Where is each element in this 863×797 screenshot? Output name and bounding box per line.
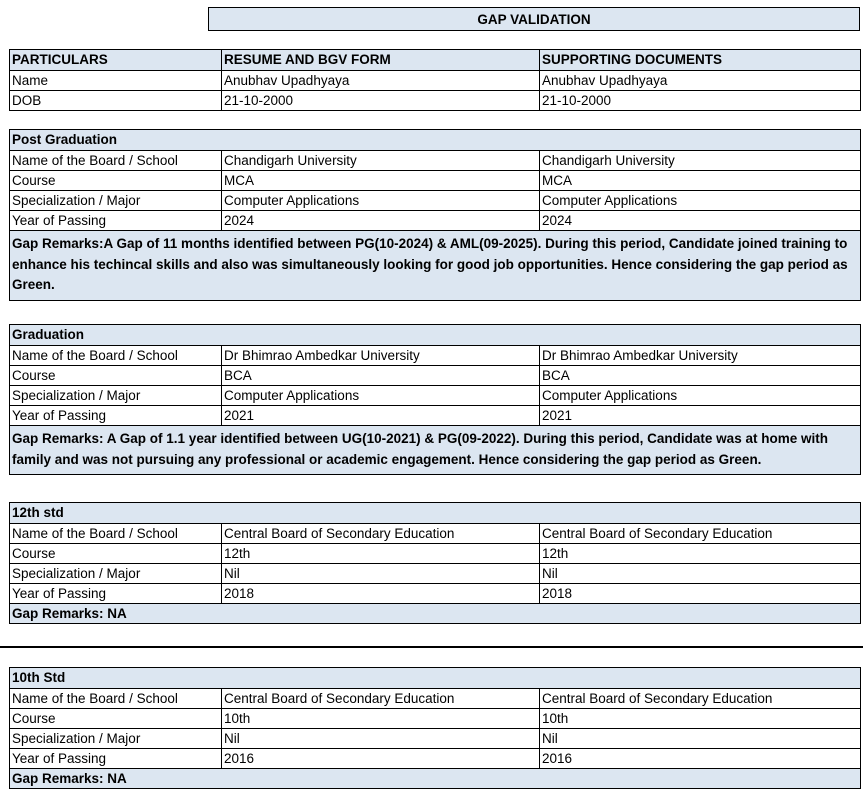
resume-value: BCA — [222, 366, 540, 386]
page-title: GAP VALIDATION — [208, 7, 860, 31]
resume-value: Central Board of Secondary Education — [222, 524, 540, 544]
row-label: Year of Passing — [10, 584, 222, 604]
tenth-table — [9, 667, 861, 789]
supporting-value: Chandigarh University — [540, 151, 861, 171]
row-label: Name of the Board / School — [10, 151, 222, 171]
header-row — [10, 50, 861, 71]
gap-remarks: Gap Remarks:A Gap of 11 months identified between PG(10-2024) & AML(09-2025). During this period, Candidate joined training to enhance his techincal skills and also was simultaneously looking for good job opportunities. Hence considering the gap period as Green. — [10, 231, 861, 301]
supporting-value: 2018 — [540, 584, 861, 604]
supporting-value: Computer Applications — [540, 191, 861, 211]
supporting-value: Nil — [540, 564, 861, 584]
table-row — [10, 689, 861, 709]
graduation-table — [9, 324, 861, 475]
table-row — [10, 406, 861, 426]
resume-value: Anubhav Upadhyaya — [222, 71, 540, 91]
gap-remarks: Gap Remarks: NA — [10, 769, 861, 789]
resume-value: Nil — [222, 729, 540, 749]
row-label: Name of the Board / School — [10, 346, 222, 366]
header-particulars: PARTICULARS — [10, 50, 222, 71]
supporting-value: BCA — [540, 366, 861, 386]
resume-value: Nil — [222, 564, 540, 584]
table-row — [10, 211, 861, 231]
resume-value: 2018 — [222, 584, 540, 604]
table-row — [10, 749, 861, 769]
resume-value: Computer Applications — [222, 386, 540, 406]
resume-value: 21-10-2000 — [222, 91, 540, 111]
header-supporting: SUPPORTING DOCUMENTS — [540, 50, 861, 71]
supporting-value: 12th — [540, 544, 861, 564]
twelfth-table — [9, 502, 861, 624]
section-divider — [0, 646, 863, 648]
supporting-value: 10th — [540, 709, 861, 729]
table-row — [10, 386, 861, 406]
table-row — [10, 366, 861, 386]
row-label: Course — [10, 709, 222, 729]
supporting-value: MCA — [540, 171, 861, 191]
resume-value: MCA — [222, 171, 540, 191]
section-heading: 10th Std — [10, 668, 861, 689]
table-row — [10, 564, 861, 584]
resume-value: 12th — [222, 544, 540, 564]
supporting-value: 21-10-2000 — [540, 91, 861, 111]
gap-remarks: Gap Remarks: A Gap of 1.1 year identified between UG(10-2021) & PG(09-2022). During this period, Candidate was at home with family and was not pursuing any professional or academic engagement. Hence considering the gap period as Green. — [10, 426, 861, 475]
row-label: DOB — [10, 91, 222, 111]
table-row — [10, 151, 861, 171]
table-row — [10, 709, 861, 729]
resume-value: Computer Applications — [222, 191, 540, 211]
supporting-value: Central Board of Secondary Education — [540, 524, 861, 544]
row-label: Name — [10, 71, 222, 91]
row-label: Specialization / Major — [10, 729, 222, 749]
table-row — [10, 524, 861, 544]
section-heading: Graduation — [10, 325, 861, 346]
supporting-value: Nil — [540, 729, 861, 749]
table-row — [10, 346, 861, 366]
resume-value: Dr Bhimrao Ambedkar University — [222, 346, 540, 366]
row-label: Course — [10, 171, 222, 191]
resume-value: 2024 — [222, 211, 540, 231]
section-heading: 12th std — [10, 503, 861, 524]
row-label: Year of Passing — [10, 211, 222, 231]
row-label: Course — [10, 366, 222, 386]
table-row — [10, 71, 861, 91]
supporting-value: Central Board of Secondary Education — [540, 689, 861, 709]
row-label: Specialization / Major — [10, 191, 222, 211]
supporting-value: 2016 — [540, 749, 861, 769]
resume-value: Central Board of Secondary Education — [222, 689, 540, 709]
row-label: Specialization / Major — [10, 386, 222, 406]
row-label: Specialization / Major — [10, 564, 222, 584]
supporting-value: 2021 — [540, 406, 861, 426]
table-row — [10, 729, 861, 749]
supporting-value: Anubhav Upadhyaya — [540, 71, 861, 91]
resume-value: 10th — [222, 709, 540, 729]
header-resume: RESUME AND BGV FORM — [222, 50, 540, 71]
row-label: Name of the Board / School — [10, 524, 222, 544]
resume-value: Chandigarh University — [222, 151, 540, 171]
table-row — [10, 191, 861, 211]
table-row — [10, 171, 861, 191]
supporting-value: Dr Bhimrao Ambedkar University — [540, 346, 861, 366]
table-row — [10, 584, 861, 604]
supporting-value: Computer Applications — [540, 386, 861, 406]
resume-value: 2021 — [222, 406, 540, 426]
row-label: Year of Passing — [10, 406, 222, 426]
section-heading: Post Graduation — [10, 130, 861, 151]
row-label: Course — [10, 544, 222, 564]
row-label: Year of Passing — [10, 749, 222, 769]
particulars-table — [9, 49, 861, 111]
post-graduation-table — [9, 129, 861, 301]
resume-value: 2016 — [222, 749, 540, 769]
row-label: Name of the Board / School — [10, 689, 222, 709]
table-row — [10, 544, 861, 564]
supporting-value: 2024 — [540, 211, 861, 231]
table-row — [10, 91, 861, 111]
gap-remarks: Gap Remarks: NA — [10, 604, 861, 624]
